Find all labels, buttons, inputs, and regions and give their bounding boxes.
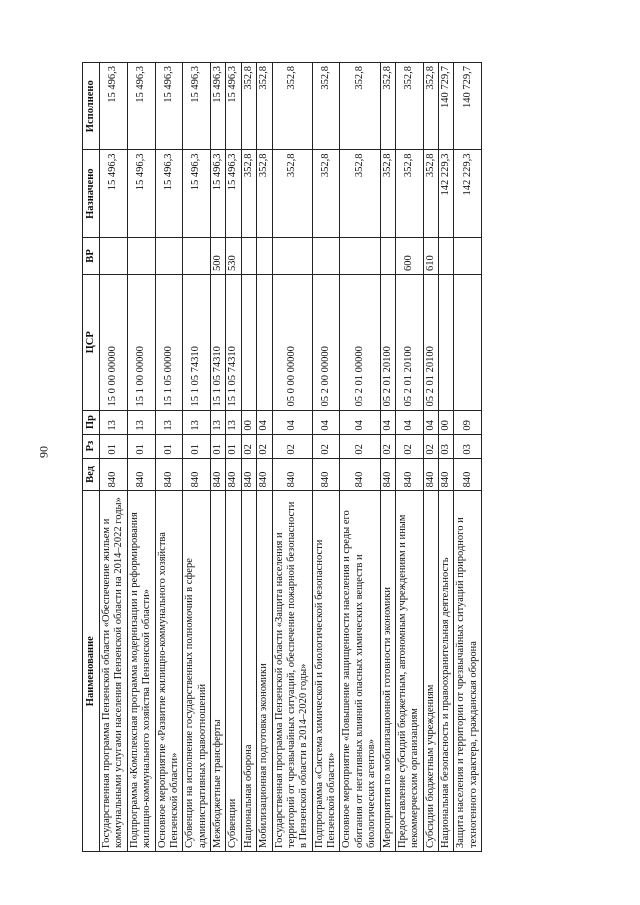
cell-name: Подпрограмма «Комплексная программа модернизации и реформирования жилищно-коммунального хозяйства Пензенской области»: [127, 491, 155, 852]
cell-csr: 05 2 01 20100: [395, 275, 423, 411]
cell-assigned: 352,8: [241, 150, 256, 237]
cell-assigned: 142 229,3: [439, 150, 454, 237]
cell-executed: 15 496,3: [100, 63, 128, 150]
cell-assigned: 15 496,3: [155, 150, 183, 237]
cell-name: Национальная оборона: [241, 491, 256, 852]
cell-pr: 13: [226, 410, 241, 434]
cell-csr: 05 0 00 00000: [272, 275, 312, 411]
cell-vr: [241, 237, 256, 274]
table-header-row: [83, 63, 100, 852]
table-row: [439, 63, 454, 852]
header-vr: ВР: [83, 237, 100, 274]
table-row: [155, 63, 183, 852]
cell-csr: 15 1 05 74310: [183, 275, 211, 411]
cell-ved: 840: [257, 458, 272, 491]
cell-name: Государственная программа Пензенской области «Защита населения и территорий от чрезвычайных ситуаций, обеспечение пожарной безопасности в Пензенской области в 2014–2020 годы»: [272, 491, 312, 852]
cell-csr: 15 1 05 74310: [211, 275, 226, 411]
budget-table: [82, 62, 482, 852]
cell-rz: 02: [272, 434, 312, 458]
header-csr: ЦСР: [83, 275, 100, 411]
cell-ved: 840: [439, 458, 454, 491]
cell-ved: 840: [380, 458, 395, 491]
table-row: [127, 63, 155, 852]
cell-pr: 04: [423, 410, 438, 434]
cell-executed: 15 496,3: [226, 63, 241, 150]
cell-name: Мобилизационная подготовка экономики: [257, 491, 272, 852]
page-number: 90: [36, 446, 51, 458]
cell-executed: 352,8: [272, 63, 312, 150]
cell-assigned: 15 496,3: [211, 150, 226, 237]
cell-rz: 03: [439, 434, 454, 458]
cell-ved: 840: [211, 458, 226, 491]
cell-executed: 352,8: [257, 63, 272, 150]
cell-name: Межбюджетные трансферты: [211, 491, 226, 852]
cell-vr: 530: [226, 237, 241, 274]
cell-rz: 02: [340, 434, 380, 458]
header-ved: Вед: [83, 458, 100, 491]
cell-executed: 140 729,7: [439, 63, 454, 150]
cell-name: Защита населения и территории от чрезвычайных ситуаций природного и техногенного характера, гражданская оборона: [454, 491, 482, 852]
cell-pr: 04: [380, 410, 395, 434]
cell-rz: 02: [257, 434, 272, 458]
cell-pr: 13: [211, 410, 226, 434]
cell-executed: 352,8: [395, 63, 423, 150]
cell-executed: 352,8: [423, 63, 438, 150]
cell-csr: 05 2 01 20100: [380, 275, 395, 411]
cell-assigned: 15 496,3: [226, 150, 241, 237]
cell-name: Субсидии бюджетным учреждениям: [423, 491, 438, 852]
cell-assigned: 142 229,3: [454, 150, 482, 237]
cell-vr: [340, 237, 380, 274]
cell-pr: 00: [439, 410, 454, 434]
header-assigned: Назначено: [83, 150, 100, 237]
cell-assigned: 352,8: [380, 150, 395, 237]
cell-pr: 04: [272, 410, 312, 434]
cell-executed: 15 496,3: [211, 63, 226, 150]
cell-vr: [100, 237, 128, 274]
cell-pr: 13: [183, 410, 211, 434]
cell-ved: 840: [100, 458, 128, 491]
cell-ved: 840: [183, 458, 211, 491]
cell-executed: 15 496,3: [127, 63, 155, 150]
cell-rz: 01: [100, 434, 128, 458]
cell-ved: 840: [423, 458, 438, 491]
table-row: [241, 63, 256, 852]
table-row: [454, 63, 482, 852]
table-row: [312, 63, 340, 852]
cell-csr: [241, 275, 256, 411]
cell-assigned: 352,8: [312, 150, 340, 237]
table-row: [257, 63, 272, 852]
cell-executed: 15 496,3: [155, 63, 183, 150]
cell-name: Государственная программа Пензенской области «Обеспечение жильем и коммунальными услугами населения Пензенской области на 2014–2022 годы»: [100, 491, 128, 852]
cell-ved: 840: [155, 458, 183, 491]
cell-executed: 352,8: [312, 63, 340, 150]
cell-rz: 01: [127, 434, 155, 458]
table-row: [183, 63, 211, 852]
cell-executed: 140 729,7: [454, 63, 482, 150]
cell-csr: [257, 275, 272, 411]
cell-vr: [155, 237, 183, 274]
cell-ved: 840: [340, 458, 380, 491]
cell-vr: [272, 237, 312, 274]
header-pr: Пр: [83, 410, 100, 434]
header-name: Наименование: [83, 491, 100, 852]
cell-rz: 01: [183, 434, 211, 458]
cell-pr: 09: [454, 410, 482, 434]
cell-vr: [312, 237, 340, 274]
cell-ved: 840: [226, 458, 241, 491]
cell-csr: [439, 275, 454, 411]
header-executed: Исполнено: [83, 63, 100, 150]
cell-name: Мероприятия по мобилизационной готовности экономики: [380, 491, 395, 852]
cell-pr: 04: [312, 410, 340, 434]
cell-rz: 02: [241, 434, 256, 458]
cell-rz: 02: [423, 434, 438, 458]
cell-csr: 05 2 01 00000: [340, 275, 380, 411]
cell-rz: 02: [380, 434, 395, 458]
cell-csr: 15 1 05 00000: [155, 275, 183, 411]
cell-vr: 610: [423, 237, 438, 274]
cell-pr: 04: [395, 410, 423, 434]
cell-pr: 13: [100, 410, 128, 434]
cell-csr: [454, 275, 482, 411]
cell-vr: 600: [395, 237, 423, 274]
cell-vr: [380, 237, 395, 274]
cell-executed: 352,8: [380, 63, 395, 150]
cell-vr: 500: [211, 237, 226, 274]
cell-name: Субвенции на исполнение государственных полномочий в сфере административных правоотношений: [183, 491, 211, 852]
cell-assigned: 15 496,3: [100, 150, 128, 237]
cell-assigned: 352,8: [395, 150, 423, 237]
cell-name: Предоставление субсидий бюджетным, автономным учреждениям и иным некоммерческим организациям: [395, 491, 423, 852]
cell-pr: 04: [340, 410, 380, 434]
cell-rz: 01: [211, 434, 226, 458]
cell-assigned: 352,8: [340, 150, 380, 237]
header-rz: Рз: [83, 434, 100, 458]
table-row: [226, 63, 241, 852]
cell-csr: 05 2 01 20100: [423, 275, 438, 411]
cell-assigned: 15 496,3: [127, 150, 155, 237]
cell-vr: [183, 237, 211, 274]
table-row: [380, 63, 395, 852]
cell-ved: 840: [241, 458, 256, 491]
cell-csr: 15 1 00 00000: [127, 275, 155, 411]
table-row: [340, 63, 380, 852]
cell-rz: 02: [395, 434, 423, 458]
cell-name: Основное мероприятие «Повышение защищенности населения и среды его обитания от негативных влияний опасных химических веществ и биологических агентов»: [340, 491, 380, 852]
cell-pr: 00: [241, 410, 256, 434]
cell-ved: 840: [395, 458, 423, 491]
cell-name: Национальная безопасность и правоохранительная деятельность: [439, 491, 454, 852]
cell-executed: 352,8: [241, 63, 256, 150]
cell-rz: 03: [454, 434, 482, 458]
cell-name: Подпрограмма «Система химической и биологической безопасности Пензенской области»: [312, 491, 340, 852]
table-row: [395, 63, 423, 852]
cell-rz: 02: [312, 434, 340, 458]
cell-ved: 840: [312, 458, 340, 491]
cell-pr: 04: [257, 410, 272, 434]
cell-executed: 15 496,3: [183, 63, 211, 150]
cell-csr: 15 1 05 74310: [226, 275, 241, 411]
table-body: [100, 63, 482, 852]
cell-name: Субвенции: [226, 491, 241, 852]
cell-pr: 13: [155, 410, 183, 434]
cell-vr: [454, 237, 482, 274]
cell-rz: 01: [226, 434, 241, 458]
table-row: [211, 63, 226, 852]
cell-rz: 01: [155, 434, 183, 458]
cell-vr: [439, 237, 454, 274]
cell-assigned: 15 496,3: [183, 150, 211, 237]
cell-vr: [257, 237, 272, 274]
cell-csr: 15 0 00 00000: [100, 275, 128, 411]
table-row: [100, 63, 128, 852]
cell-vr: [127, 237, 155, 274]
cell-assigned: 352,8: [257, 150, 272, 237]
cell-executed: 352,8: [340, 63, 380, 150]
cell-ved: 840: [454, 458, 482, 491]
rotated-page-content: [82, 62, 537, 852]
table-row: [423, 63, 438, 852]
table-row: [272, 63, 312, 852]
cell-ved: 840: [127, 458, 155, 491]
cell-assigned: 352,8: [423, 150, 438, 237]
cell-csr: 05 2 00 00000: [312, 275, 340, 411]
cell-pr: 13: [127, 410, 155, 434]
cell-name: Основное мероприятие «Развитие жилищно-коммунального хозяйства Пензенской области»: [155, 491, 183, 852]
cell-ved: 840: [272, 458, 312, 491]
cell-assigned: 352,8: [272, 150, 312, 237]
